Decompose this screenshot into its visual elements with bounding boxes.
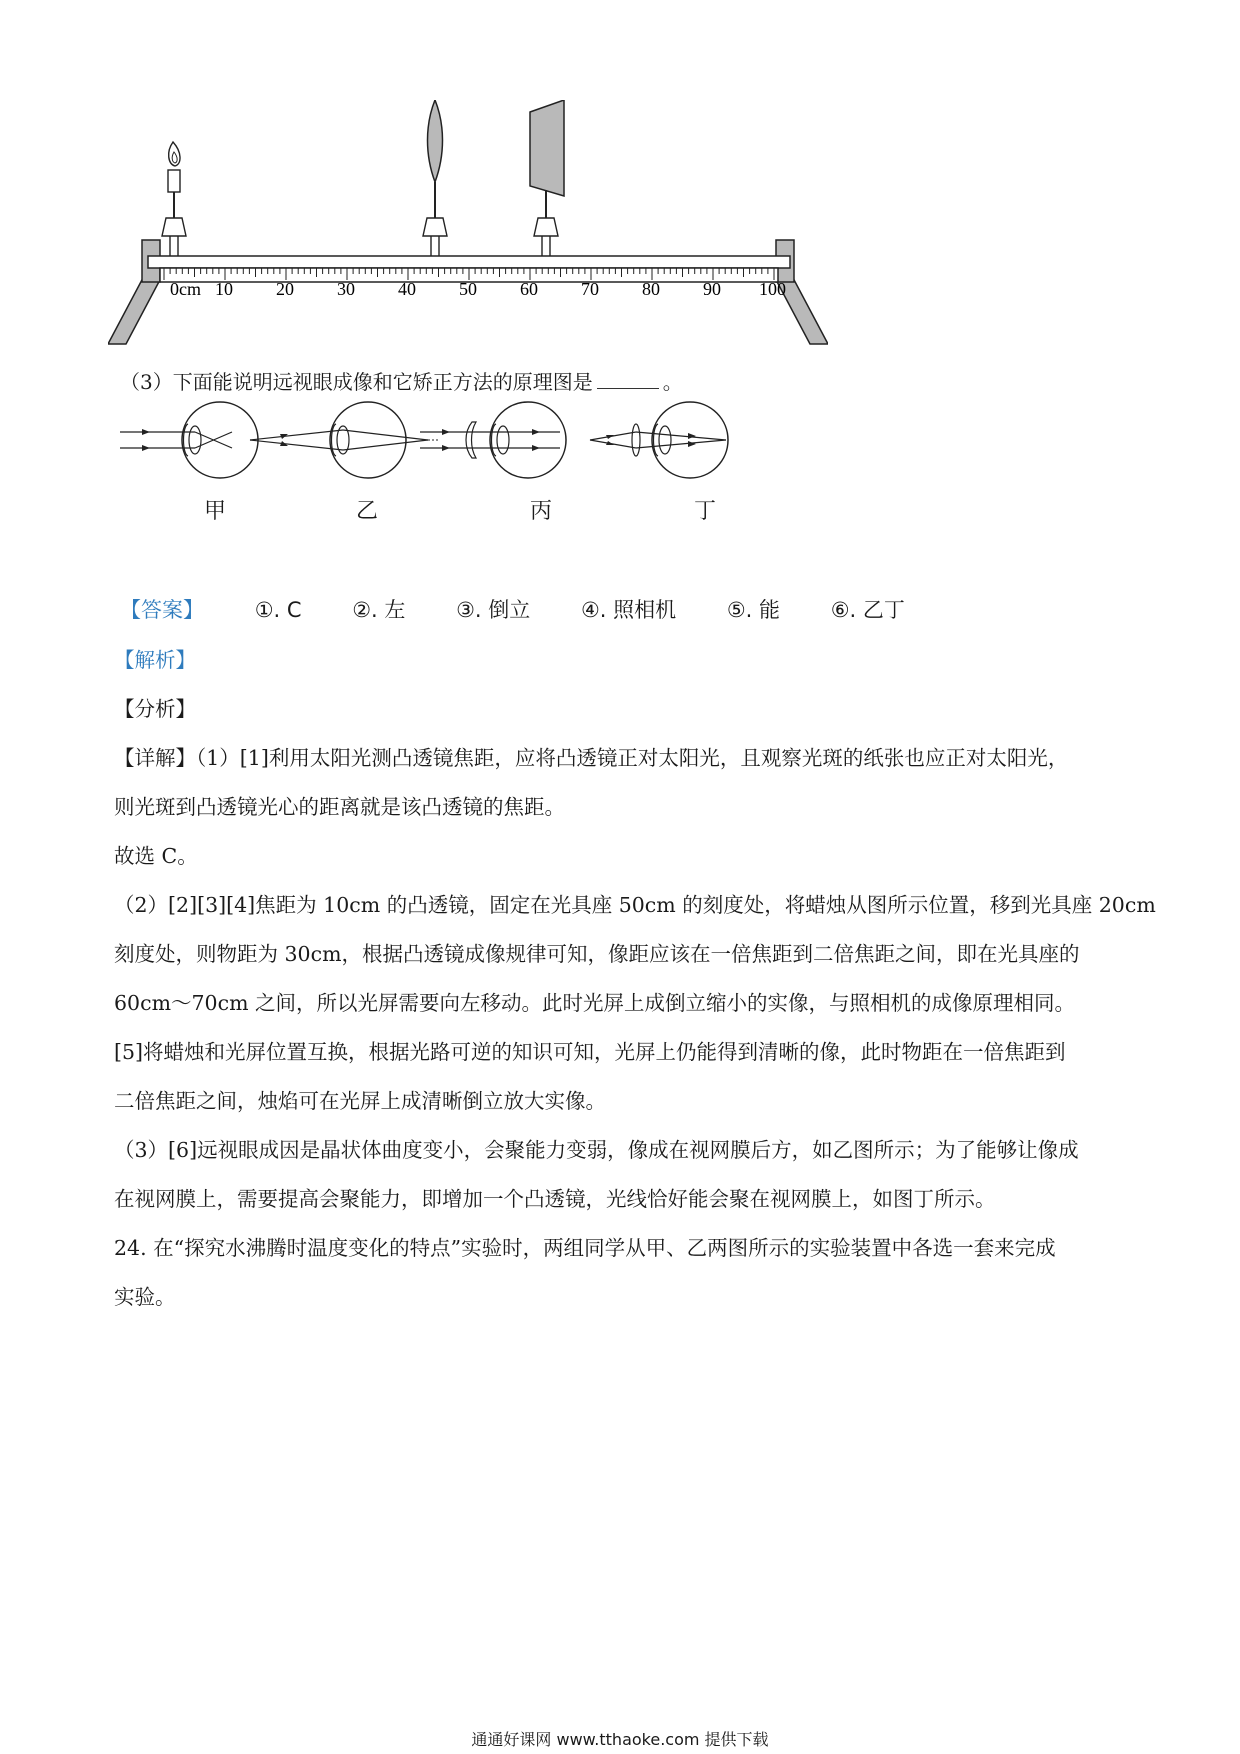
body-line: 60cm～70cm 之间，所以光屏需要向左移动。此时光屏上成倒立缩小的实像，与照相机的成像原理相同。 <box>114 991 1076 1015</box>
answer-blank <box>597 370 659 389</box>
body-line: 实验。 <box>114 1285 176 1309</box>
answer-line <box>120 594 905 624</box>
answer-tag: 【答案】 <box>120 598 204 622</box>
answer-item: ④. 照相机 <box>580 598 677 622</box>
eye-diagram-bing <box>420 402 566 478</box>
body-line: 二倍焦距之间，烛焰可在光屏上成清晰倒立放大实像。 <box>114 1089 606 1113</box>
eye-caption-yi: 乙 <box>356 499 379 524</box>
body-line: 则光斑到凸透镜光心的距离就是该凸透镜的焦距。 <box>114 795 565 819</box>
eye-diagram-yi <box>250 402 438 478</box>
eye-caption-ding: 丁 <box>694 499 717 524</box>
eye-caption-bing: 丙 <box>530 499 553 524</box>
body-line: [5]将蜡烛和光屏位置互换，根据光路可逆的知识可知，光屏上仍能得到清晰的像，此时物距在一倍焦距到 <box>114 1040 1066 1064</box>
bench-tick-label: 60 <box>520 279 538 299</box>
bench-unit-label: 0cm <box>170 279 201 299</box>
body-line: 24. 在“探究水沸腾时温度变化的特点”实验时，两组同学从甲、乙两图所示的实验装置中各选一套来完成 <box>114 1236 1056 1260</box>
bench-tick-label: 10 <box>215 279 233 299</box>
bench-tick-label: 80 <box>642 279 660 299</box>
question-3-text: （3）下面能说明远视眼成像和它矫正方法的原理图是 <box>120 370 593 394</box>
body-line: 在视网膜上，需要提高会聚能力，即增加一个凸透镜，光线恰好能会聚在视网膜上，如图丁所示。 <box>114 1187 996 1211</box>
bench-tick-label: 20 <box>276 279 294 299</box>
answer-item: ⑥. 乙丁 <box>830 598 905 622</box>
answer-item: ②. 左 <box>352 598 406 622</box>
eye-caption-jia: 甲 <box>204 499 227 524</box>
body-line: 刻度处，则物距为 30cm，根据凸透镜成像规律可知，像距应该在一倍焦距到二倍焦距之间，即在光具座的 <box>114 942 1080 966</box>
bench-tick-label: 100 <box>759 279 786 299</box>
bench-tick-label: 70 <box>581 279 599 299</box>
answer-item: ③. 倒立 <box>456 598 531 622</box>
question-3-end: 。 <box>662 370 683 394</box>
answer-item: ⑤. 能 <box>726 598 781 622</box>
fenxi-heading: 【分析】 <box>114 697 196 721</box>
bench-tick-label: 50 <box>459 279 477 299</box>
eye-diagram-jia <box>120 402 258 478</box>
body-line: （3）[6]远视眼成因是晶状体曲度变小，会聚能力变弱，像成在视网膜后方，如乙图所示；为了能够让像成 <box>114 1138 1079 1162</box>
bench-tick-label: 90 <box>703 279 721 299</box>
eye-diagram-ding <box>590 402 728 478</box>
bench-tick-label: 40 <box>398 279 416 299</box>
body-line: （2）[2][3][4]焦距为 10cm 的凸透镜，固定在光具座 50cm 的刻度处，将蜡烛从图所示位置，移到光具座 20cm <box>114 893 1156 917</box>
optical-bench-figure <box>108 100 828 352</box>
answer-item: ①. C <box>254 598 302 622</box>
bench-tick-label: 30 <box>337 279 355 299</box>
page-footer: 通通好课网 www.tthaoke.com 提供下载 <box>471 1730 769 1749</box>
analysis-heading: 【解析】 <box>114 648 196 672</box>
body-line: 故选 C。 <box>114 844 198 868</box>
question-3 <box>120 366 683 395</box>
body-line: 【详解】（1）[1]利用太阳光测凸透镜焦距，应将凸透镜正对太阳光，且观察光斑的纸张也应正对太阳光， <box>114 746 1069 770</box>
